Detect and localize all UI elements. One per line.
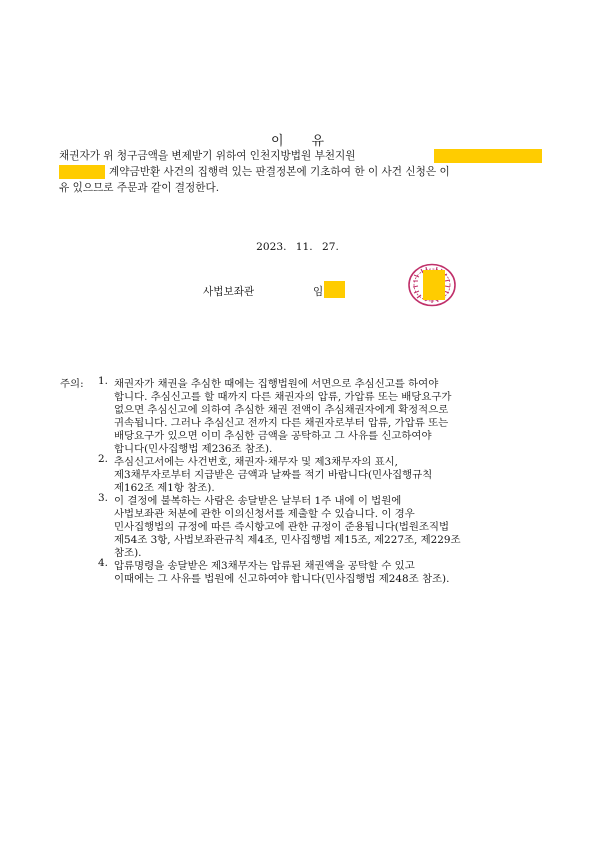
note-line: 없으면 추심신고에 의하여 추심한 채권 전액이 추심채권자에게 확정적으로: [114, 404, 449, 416]
note-line: 배당요구가 있으면 이미 추심한 금액을 공탁하고 그 사유를 신고하여야: [114, 430, 432, 442]
redaction-box-case-number: [434, 149, 542, 163]
redaction-box-signer-name: [324, 281, 345, 298]
signer-name: 임: [313, 286, 324, 298]
note-line: 귀속됩니다. 그러나 추심신고 전까지 다른 채권자로부터 압류, 가압류 또는: [114, 417, 449, 429]
note-line: 참조).: [114, 547, 142, 559]
note-line: 이 결정에 불복하는 사람은 송달받은 날부터 1주 내에 이 법원에: [114, 495, 402, 507]
note-line: 사법보좌관 처분에 관한 이의신청서를 제출할 수 있습니다. 이 경우: [114, 508, 415, 520]
decision-date: 2023. 11. 27.: [256, 241, 339, 253]
body-line-3: 유 있으므로 주문과 같이 결정한다.: [59, 182, 220, 194]
note-line: 추심신고서에는 사건번호, 채권자·채무자 및 제3채무자의 표시,: [114, 456, 398, 468]
note-number: 4.: [98, 557, 108, 569]
note-line: 이때에는 그 사유를 법원에 신고하여야 합니다(민사집행법 제248조 참조).: [114, 573, 450, 585]
note-number: 3.: [98, 492, 108, 504]
note-line: 제54조 3항, 사법보좌관규칙 제4조, 민사집행법 제15조, 제227조, 제229조: [114, 534, 461, 546]
note-number: 1.: [98, 375, 108, 387]
note-line: 합니다(민사집행법 제236조 참조).: [114, 443, 273, 455]
note-line: 합니다. 추심신고를 할 때까지 다른 채권자의 압류, 가압류 또는 배당요구가: [114, 391, 452, 403]
note-line: 제162조 제1항 참조).: [114, 482, 215, 494]
redaction-box-seal: [423, 270, 445, 300]
redaction-box-case-name: [59, 165, 105, 179]
note-line: 압류명령을 송달받은 제3채무자는 압류된 채권액을 공탁할 수 있고: [114, 560, 415, 572]
note-line: 제3채무자로부터 지급받은 금액과 날짜를 적기 바랍니다(민사집행규칙: [114, 469, 433, 481]
signer-title: 사법보좌관: [203, 286, 255, 298]
document-title: [0, 130, 595, 149]
title-char-1: 이: [270, 134, 284, 149]
note-number: 2.: [98, 453, 108, 465]
body-line-2: 계약금반환 사건의 집행력 있는 판결정본에 기초하여 한 이 사건 신청은 이: [109, 166, 450, 178]
body-line-1: 채권자가 위 청구금액을 변제받기 위하여 인천지방법원 부천지원: [59, 150, 356, 162]
note-line: 민사집행법의 규정에 따른 즉시항고에 관한 규정이 준용됩니다(법원조직법: [114, 521, 450, 533]
title-char-2: 유: [311, 134, 325, 149]
notes-label: 주의:: [60, 378, 84, 390]
note-line: 채권자가 채권을 추심한 때에는 집행법원에 서면으로 추심신고를 하여야: [114, 378, 439, 390]
